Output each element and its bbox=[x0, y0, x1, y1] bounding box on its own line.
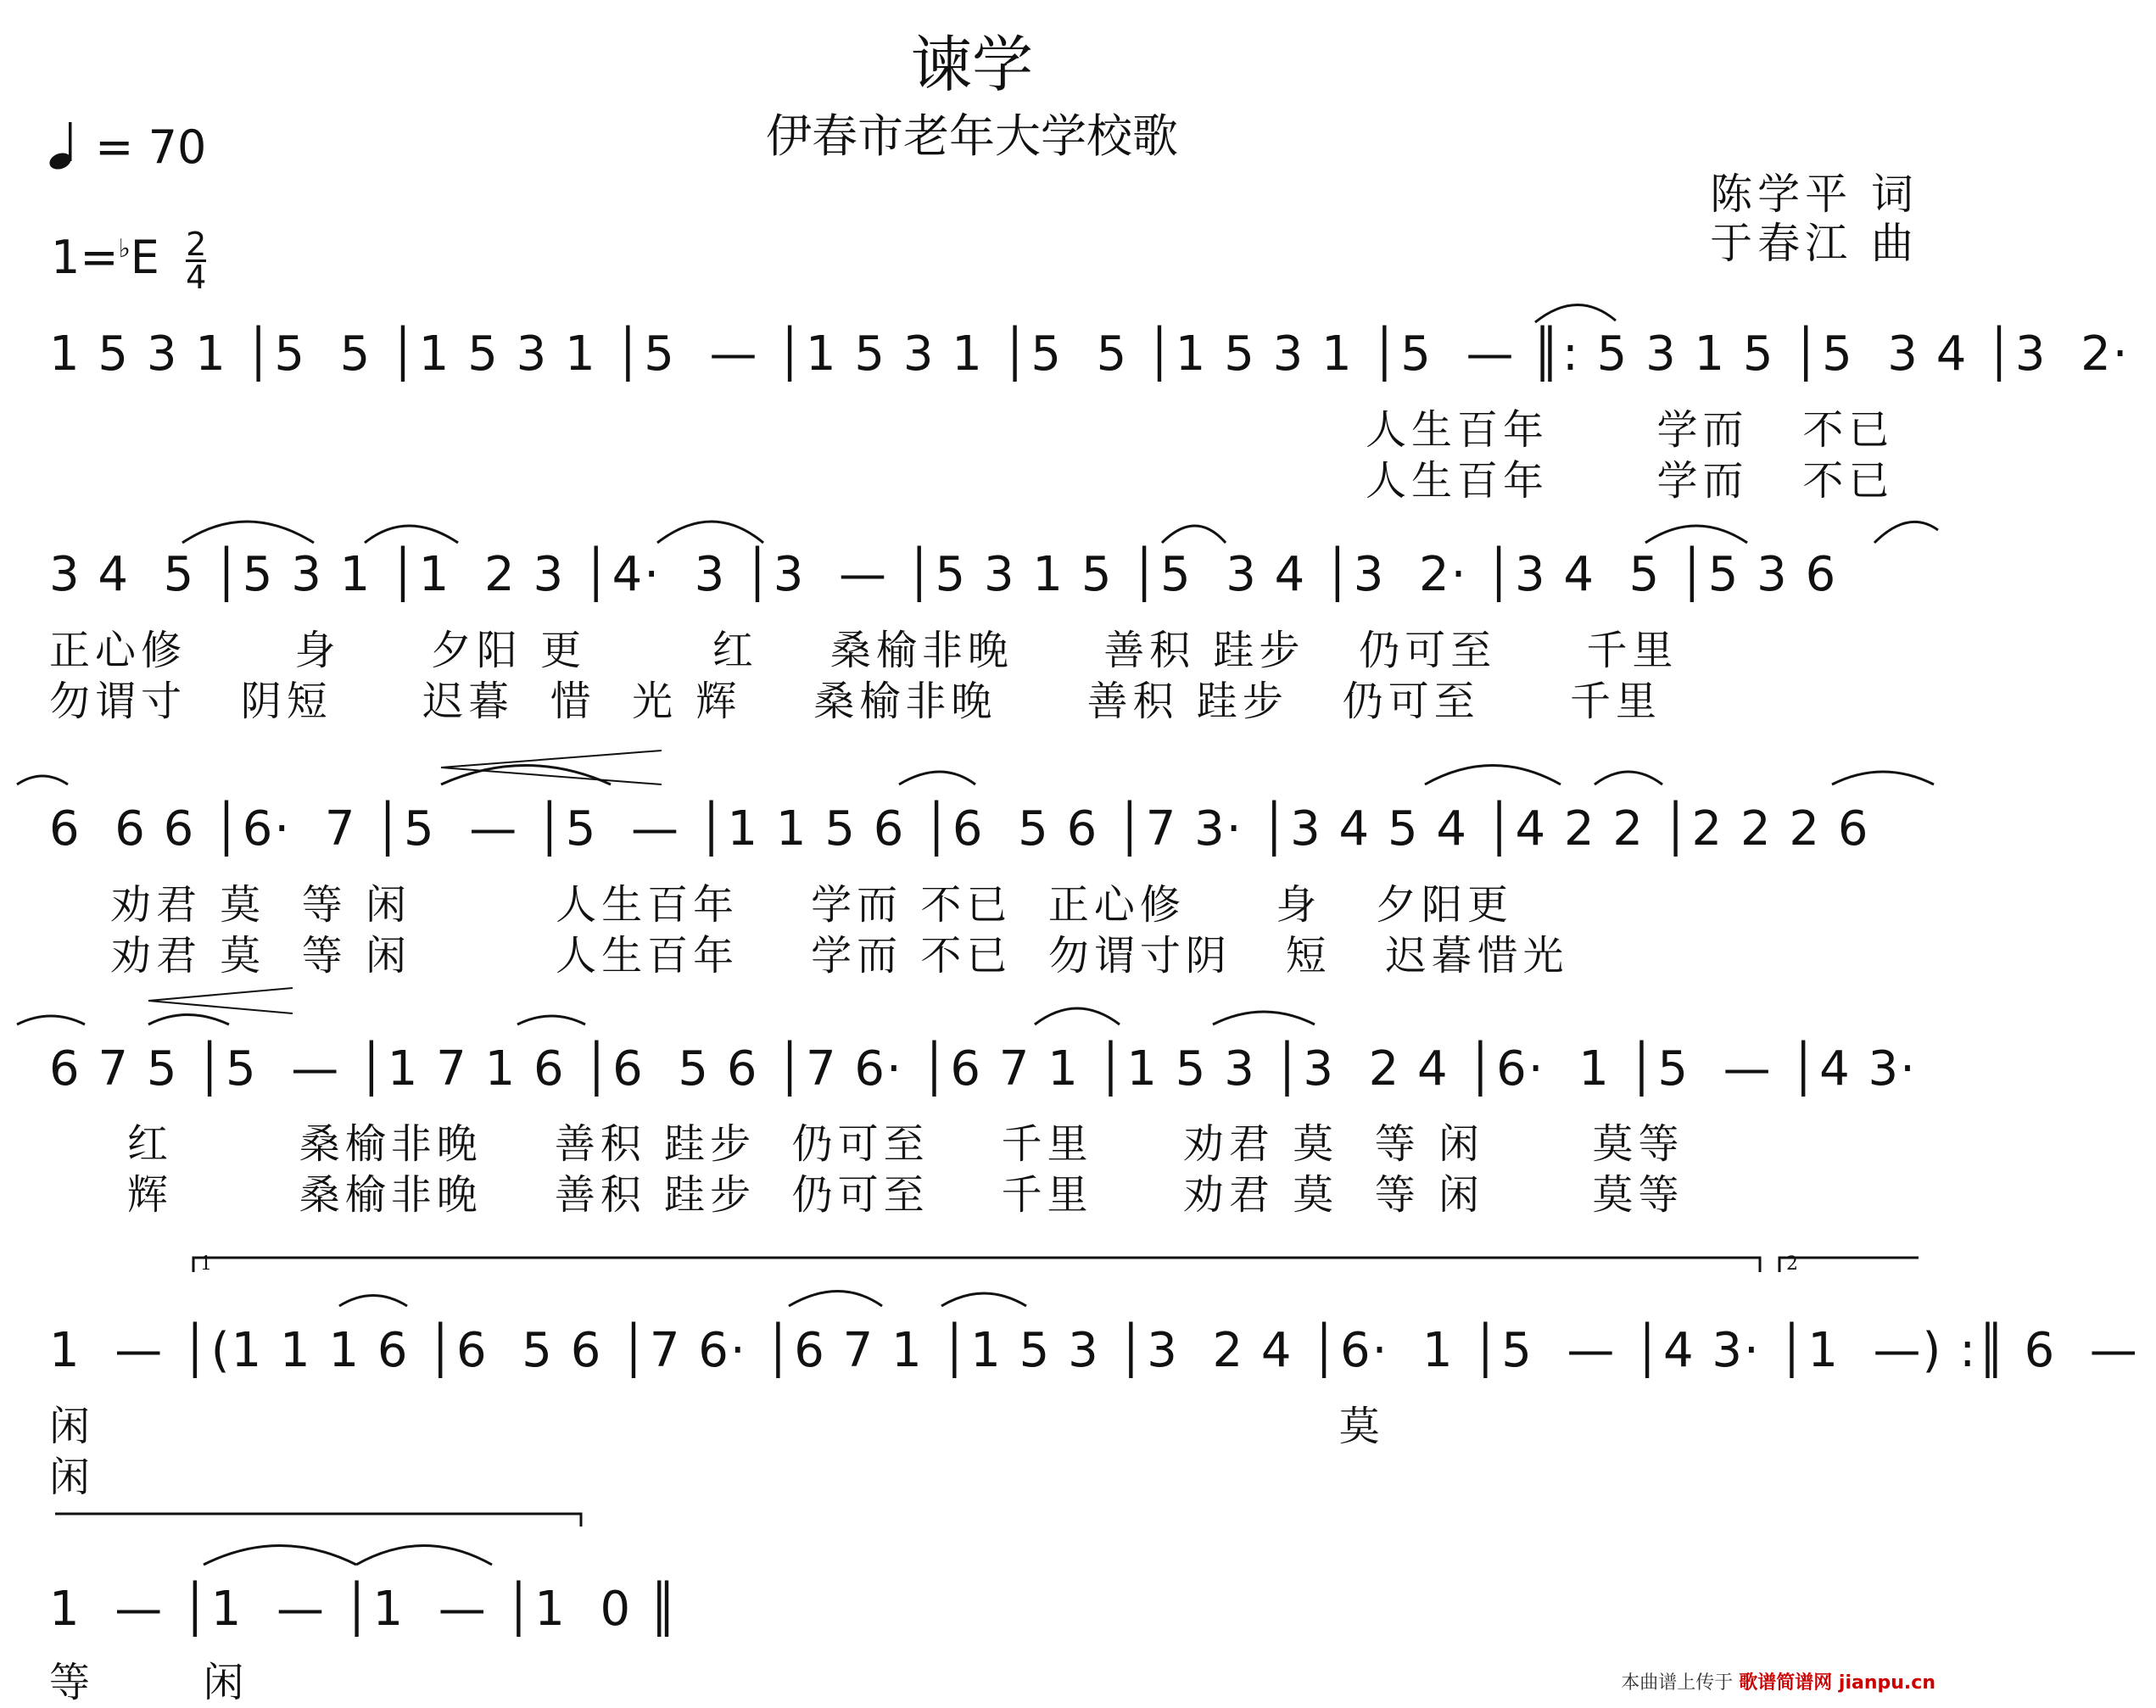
slur-1 bbox=[1535, 304, 1616, 322]
slur-18 bbox=[1213, 1012, 1315, 1024]
watermark-text: 本曲谱上传于 bbox=[1621, 1672, 1734, 1694]
score-row-1-lyric-verse1: 人生百年 学而 不已 bbox=[1366, 406, 1895, 454]
time-numerator: 2 bbox=[186, 226, 207, 263]
tempo-value: = 70 bbox=[95, 120, 207, 174]
slur-21 bbox=[941, 1293, 1026, 1306]
score-row-1-notes: 1 5 3 1 │5 5 │1 5 3 1 │5 — │1 5 3 1 │5 5 │1 5 3 1 │5 — ║: 5 3 1 5 │5 3 4 │3 2· bbox=[49, 327, 2147, 382]
slur-14 bbox=[17, 1016, 85, 1024]
volta-1-bracket bbox=[193, 1258, 1760, 1272]
score-row-6-lyric-verse1: 等 闲 bbox=[49, 1659, 249, 1706]
slur-8 bbox=[17, 776, 68, 784]
watermark-site-logo: 歌谱简谱网 jianpu.cn bbox=[1739, 1672, 1935, 1694]
slur-13 bbox=[1832, 772, 1934, 784]
volta-1-label: 1 bbox=[200, 1253, 212, 1275]
score-row-3-notes: 6 6 6 │6· 7 │5 — │5 — │1 1 5 6 │6 5 6 │7 3· │3 4 5 4 │4 2 2 │2 2 2 6 bbox=[49, 801, 1887, 857]
score-row-5-notes: 1 — │(1 1 1 6 │6 5 6 │7 6· │6 7 1 │1 5 3 │3 2 4 │6· 1 │5 — │4 3· │1 —) :║ 6 — bbox=[49, 1323, 2156, 1378]
score-row-4-notes: 6 7 5 │5 — │1 7 1 6 │6 5 6 │7 6· │6 7 1 │1 5 3 │3 2 4 │6· 1 │5 — │4 3· bbox=[49, 1041, 1934, 1097]
slur-12 bbox=[1595, 772, 1662, 784]
slur-23 bbox=[356, 1546, 492, 1566]
slur-9 bbox=[441, 766, 611, 785]
score-row-2-lyric-verse1: 正心修 身 夕阳 更 红 桑榆非晚 善积 跬步 仍可至 千里 bbox=[49, 627, 1678, 674]
score-row-2-lyric-verse2: 勿谓寸 阴短 迟暮 惜 光 辉 桑榆非晚 善积 跬步 仍可至 千里 bbox=[49, 678, 1662, 725]
score-row-3-lyric-verse2: 劝君 莫 等 闲 人生百年 学而 不已 勿谓寸阴 短 迟暮惜光 bbox=[110, 932, 1569, 980]
composer-credit: 于春江 曲 bbox=[1710, 219, 1919, 268]
slur-20 bbox=[789, 1292, 882, 1307]
flat-icon: ♭ bbox=[118, 234, 131, 265]
time-denominator: 4 bbox=[186, 259, 207, 296]
song-title: 谏学 bbox=[910, 29, 1033, 100]
score-row-1-lyric-verse2: 人生百年 学而 不已 bbox=[1366, 457, 1895, 505]
slur-15 bbox=[148, 1015, 229, 1025]
key-prefix: 1= bbox=[51, 231, 119, 285]
score-row-5-lyric-verse2: 闲 bbox=[49, 1454, 96, 1501]
score-row-3-lyric-verse1: 劝君 莫 等 闲 人生百年 学而 不已 正心修 身 夕阳更 bbox=[110, 881, 1513, 929]
crescendo-2 bbox=[148, 988, 293, 1013]
score-row-6-notes: 1 — │1 — │1 — │1 0 ║ bbox=[49, 1582, 679, 1637]
slur-11 bbox=[1425, 766, 1561, 785]
final-bracket bbox=[55, 1514, 581, 1527]
score-row-4-lyric-verse2: 辉 桑榆非晚 善积 跬步 仍可至 千里 劝君 莫 等 闲 莫等 bbox=[127, 1171, 1684, 1219]
score-row-2-notes: 3 4 5 │5 3 1 │1 2 3 │4· 3 │3 — │5 3 1 5 │5 3 4 │3 2· │3 4 5 │5 3 6 bbox=[49, 547, 1855, 602]
score-row-4-lyric-verse1: 红 桑榆非晚 善积 跬步 仍可至 千里 劝君 莫 等 闲 莫等 bbox=[127, 1120, 1684, 1168]
slur-17 bbox=[1035, 1008, 1120, 1024]
slur-16 bbox=[517, 1016, 585, 1024]
watermark bbox=[1621, 1668, 1935, 1694]
slur-7 bbox=[1874, 522, 1938, 543]
slur-2 bbox=[182, 522, 314, 543]
slur-4 bbox=[657, 522, 763, 543]
lyricist-credit: 陈学平 词 bbox=[1710, 170, 1919, 219]
volta-2-label: 2 bbox=[1786, 1253, 1798, 1275]
slur-19 bbox=[339, 1296, 407, 1307]
volta-2-bracket bbox=[1779, 1258, 1919, 1272]
slur-10 bbox=[899, 772, 975, 784]
slur-5 bbox=[1162, 526, 1226, 543]
key-letter: E bbox=[130, 231, 159, 285]
slur-3 bbox=[365, 526, 458, 543]
song-subtitle: 伊春市老年大学校歌 bbox=[766, 109, 1178, 163]
score-row-5-lyric-verse1: 闲 莫 bbox=[49, 1403, 1385, 1450]
slur-6 bbox=[1645, 526, 1747, 543]
slur-22 bbox=[204, 1546, 356, 1566]
